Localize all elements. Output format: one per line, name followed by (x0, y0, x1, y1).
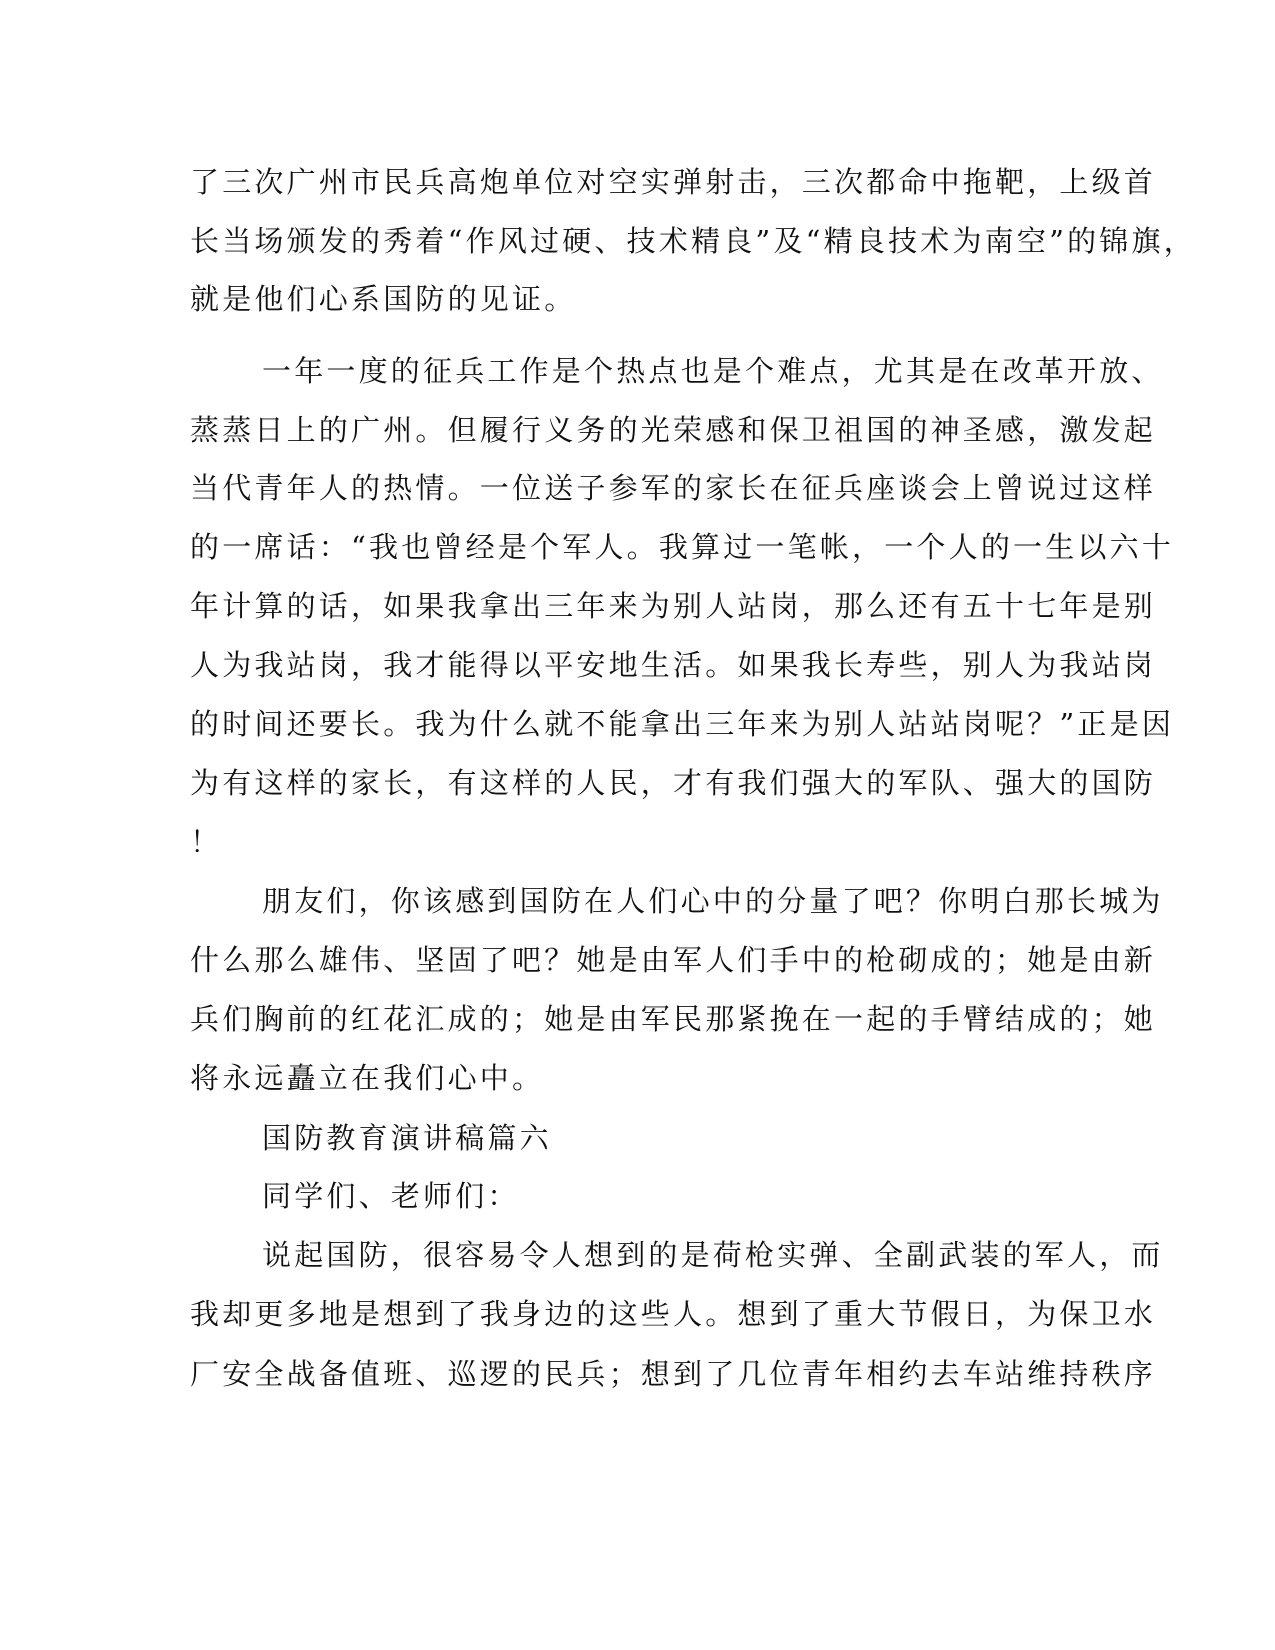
text-line: ！ (190, 825, 223, 859)
text-line: 什么那么雄伟、坚固了吧？她是由军人们手中的枪砌成的；她是由新 (190, 943, 1157, 977)
text-line: 当代青年人的热情。一位送子参军的家长在征兵座谈会上曾说过这样 (190, 471, 1157, 505)
text-line: 说起国防，很容易令人想到的是荷枪实弹、全副武装的军人，而 (262, 1238, 1164, 1272)
text-line: 了三次广州市民兵高炮单位对空实弹射击，三次都命中拖靶，上级首 (190, 165, 1157, 199)
text-line: 厂安全战备值班、巡逻的民兵；想到了几位青年相约去车站维持秩序 (190, 1357, 1157, 1391)
text-line: 蒸蒸日上的广州。但履行义务的光荣感和保卫祖国的神圣感，激发起 (190, 413, 1157, 447)
text-line: 我却更多地是想到了我身边的这些人。想到了重大节假日，为保卫水 (190, 1297, 1157, 1331)
text-line: 的时间还要长。我为什么就不能拿出三年来为别人站站岗呢？”正是因 (190, 707, 1175, 741)
text-line: 长当场颁发的秀着“作风过硬、技术精良”及“精良技术为南空”的锦旗， (190, 224, 1196, 258)
text-line: 人为我站岗，我才能得以平安地生活。如果我长寿些，别人为我站岗 (190, 648, 1157, 682)
text-line: 的一席话：“我也曾经是个军人。我算过一笔帐，一个人的一生以六十 (190, 530, 1175, 564)
text-line: 朋友们，你该感到国防在人们心中的分量了吧？你明白那长城为 (262, 884, 1164, 918)
text-line: 就是他们心系国防的见证。 (190, 282, 577, 316)
text-line: 一年一度的征兵工作是个热点也是个难点，尤其是在改革开放、 (262, 354, 1164, 388)
salutation: 同学们、老师们： (262, 1179, 520, 1213)
text-line: 为有这样的家长，有这样的人民，才有我们强大的军队、强大的国防 (190, 766, 1157, 800)
section-heading: 国防教育演讲稿篇六 (262, 1121, 552, 1155)
text-line: 将永远矗立在我们心中。 (190, 1061, 545, 1095)
text-line: 兵们胸前的红花汇成的；她是由军民那紧挽在一起的手臂结成的；她 (190, 1002, 1157, 1036)
text-line: 年计算的话，如果我拿出三年来为别人站岗，那么还有五十七年是别 (190, 589, 1157, 623)
